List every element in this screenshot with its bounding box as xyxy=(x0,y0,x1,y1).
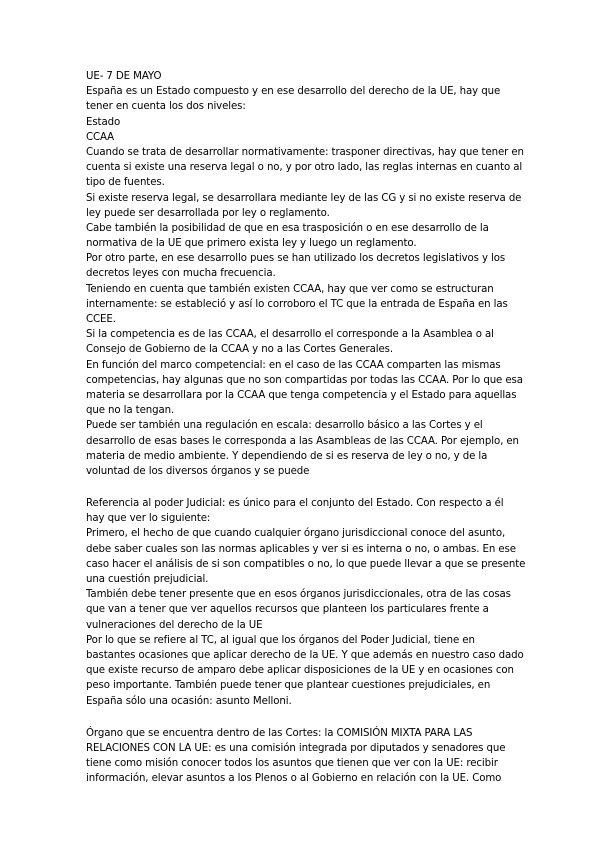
paragraph-gap xyxy=(86,709,518,726)
text-line: una cuestión prejudicial. xyxy=(86,574,209,585)
text-line: Referencia al poder Judicial: es único para el conjunto del Estado. Con respecto a él xyxy=(86,498,504,510)
text-line: caso hacer el análisis de si son compatibles o no, lo que puede llevar a que se presente xyxy=(86,558,526,570)
section-comision-mixta xyxy=(86,726,518,787)
text-line: peso importante. También puede tener que plantear cuestiones prejudiciales, en xyxy=(86,680,491,692)
text-line: tipo de fuentes. xyxy=(86,177,165,189)
text-line: hay que ver lo siguiente: xyxy=(86,513,211,525)
text-line: materia se desarrollara por la CCAA que tenga competencia y el Estado para aquellas xyxy=(86,389,517,401)
text-line: Primero, el hecho de que cuando cualquier órgano jurisdiccional conoce del asunto, xyxy=(86,528,506,540)
text-line: ley puede ser desarrollada por ley o reglamento. xyxy=(86,207,330,219)
text-line: normativa de la UE que primero exista ley y luego un reglamento. xyxy=(86,238,417,250)
text-line: decretos leyes con mucha frecuencia. xyxy=(86,268,276,280)
text-line: cuenta si existe una reserva legal o no, y por otro lado, las reglas internas en cuanto al xyxy=(86,162,523,174)
text-line: Cabe también la posibilidad de que en esa trasposición o en ese desarrollo de la xyxy=(86,222,489,234)
text-line: Cuando se trata de desarrollar normativamente: trasponer directivas, hay que tener en xyxy=(86,146,524,158)
text-line: bastantes ocasiones que aplicar derecho de la UE. Y que además en nuestro caso dado xyxy=(86,649,524,661)
text-line: Teniendo en cuenta que también existen CCAA, hay que ver como se estructuran xyxy=(86,283,494,295)
text-line: Puede ser también una regulación en escala: desarrollo básico a las Cortes y el xyxy=(86,420,483,432)
text-line: CCEE. xyxy=(86,314,116,325)
text-line: tiene como misión conocer todos los asuntos que tienen que ver con la UE: recibir xyxy=(86,758,498,770)
section-derecho-ue-desarrollo xyxy=(86,69,524,479)
text-line: desarrollo de esas bases le corresponda a las Asambleas de las CCAA. Por ejemplo, en xyxy=(86,435,519,447)
text-line: Por lo que se refiere al TC, al igual que los órganos del Poder Judicial, tiene en xyxy=(86,634,475,646)
text-line: vulneraciones del derecho de la UE xyxy=(86,619,263,631)
text-line: Estado xyxy=(86,116,121,128)
text-line: Si la competencia es de las CCAA, el desarrollo el corresponde a la Asamblea o al xyxy=(86,329,494,341)
text-line: voluntad de los diversos órganos y se puede xyxy=(86,465,310,477)
text-line: tener en cuenta los dos niveles: xyxy=(86,101,246,113)
text-line: Si existe reserva legal, se desarrollara mediante ley de las CG y si no existe reserva de xyxy=(86,192,522,204)
text-line: Por otro parte, en ese desarrollo pues se han utilizado los decretos legislativos y los xyxy=(86,253,506,265)
document-body xyxy=(86,69,526,786)
text-line: Consejo de Gobierno de la CCAA y no a las Cortes Generales. xyxy=(86,344,393,356)
text-line: información, elevar asuntos a los Plenos o al Gobierno en relación con la UE. Como xyxy=(86,773,502,785)
text-line: También debe tener presente que en esos órganos jurisdiccionales, otra de las cosas xyxy=(86,589,511,601)
text-line: Órgano que se encuentra dentro de las Cortes: la COMISIÓN MIXTA PARA LAS xyxy=(86,727,473,739)
text-line: debe saber cuales son las normas aplicables y ver si es interna o no, o ambas. En ese xyxy=(86,543,516,555)
section-poder-judicial xyxy=(86,496,526,709)
text-line: España es un Estado compuesto y en ese desarrollo del derecho de la UE, hay que xyxy=(86,86,501,98)
text-line: competencias, hay algunas que no son compartidas por todas las CCAA. Por lo que esa xyxy=(86,374,523,386)
text-line: En función del marco competencial: en el caso de las CCAA comparten las mismas xyxy=(86,359,501,371)
text-line: que no la tengan. xyxy=(86,405,175,417)
text-line: materia de medio ambiente. Y dependiendo de si es reserva de ley o no, y de la xyxy=(86,450,488,462)
text-line: que van a tener que ver aquellos recursos que planteen los particulares frente a xyxy=(86,604,489,616)
text-line: RELACIONES CON LA UE: es una comisión integrada por diputados y senadores que xyxy=(86,742,506,754)
text-line: UE- 7 DE MAYO xyxy=(86,71,162,82)
paragraph-gap xyxy=(86,479,518,496)
text-line: CCAA xyxy=(86,131,115,143)
text-line: internamente: se estableció y así lo corroboro el TC que la entrada de España en las xyxy=(86,298,508,310)
text-line: España sólo una ocasión: asunto Melloni. xyxy=(86,695,292,707)
text-line: que existe recurso de amparo debe aplicar disposiciones de la UE y en ocasiones con xyxy=(86,665,514,677)
